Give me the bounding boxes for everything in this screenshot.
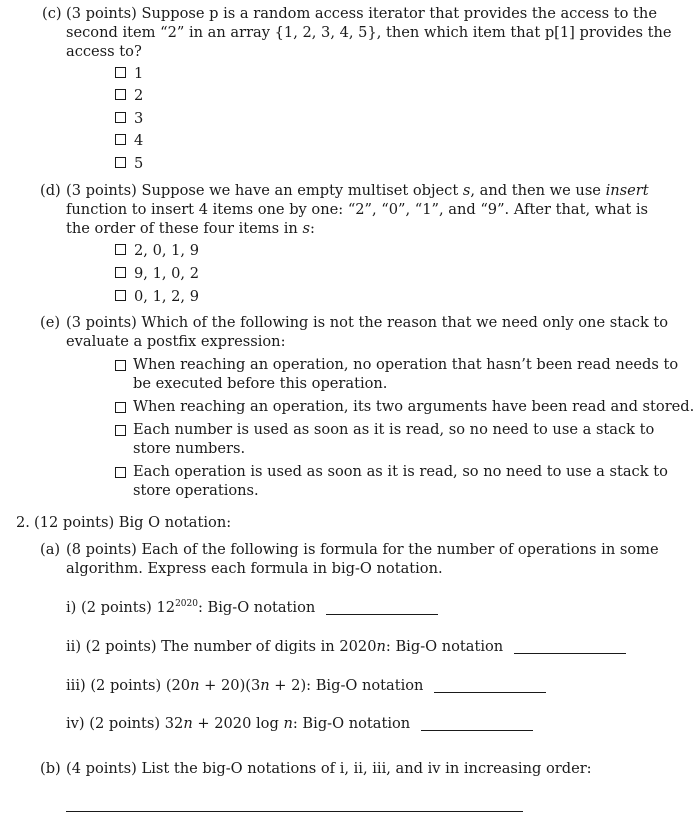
text-run: iv) (2 points) 32 — [66, 715, 184, 732]
text-run: : — [309, 220, 315, 237]
checkbox[interactable] — [115, 360, 126, 371]
checkbox[interactable] — [115, 467, 126, 478]
question-c-label: (c) — [42, 5, 62, 22]
option-label — [133, 355, 679, 393]
option-label: 4 — [134, 132, 144, 149]
question-d-text — [66, 181, 649, 238]
option-c-3[interactable] — [115, 109, 143, 128]
question-c-line: second item “2” in an array {1, 2, 3, 4, 5}, then which item that p[1] provides the — [66, 24, 672, 41]
answer-blank-ii[interactable] — [514, 652, 626, 654]
item-i — [66, 598, 438, 617]
option-label: 9, 1, 0, 2 — [134, 265, 199, 282]
checkbox[interactable] — [115, 267, 126, 278]
text-run: the order of these four items in — [66, 220, 298, 237]
item-iii — [66, 676, 546, 695]
checkbox[interactable] — [115, 244, 126, 255]
math-var: n — [183, 715, 193, 732]
checkbox[interactable] — [115, 157, 126, 168]
option-line: Each operation is used as soon as it is read, so no need to use a stack to — [133, 463, 668, 480]
checkbox[interactable] — [115, 134, 126, 145]
math-var: s — [302, 220, 310, 237]
checkbox[interactable] — [115, 89, 126, 100]
option-label: 3 — [134, 110, 144, 127]
question-d-line — [66, 181, 649, 200]
math-var: n — [260, 677, 270, 694]
question-e-line: evaluate a postfix expression: — [66, 333, 286, 350]
text-run: : Big-O notation — [385, 638, 504, 655]
option-c-5[interactable] — [115, 154, 143, 173]
checkbox[interactable] — [115, 290, 126, 301]
option-d-2[interactable] — [115, 264, 199, 283]
question-c-line: (3 points) Suppose p is a random access iterator that provides the access to the — [66, 5, 657, 22]
question-d-label: (d) — [40, 182, 61, 199]
question-2a-line: algorithm. Express each formula in big-O notation. — [66, 560, 443, 577]
answer-blank-i[interactable] — [326, 613, 438, 615]
option-label: 0, 1, 2, 9 — [134, 288, 199, 305]
question-d-line: function to insert 4 items one by one: “2”, “0”, “1”, and “9”. After that, what is — [66, 201, 648, 218]
answer-blank-2b[interactable] — [66, 811, 523, 812]
superscript: 2020 — [175, 599, 198, 609]
math-var: n — [283, 715, 293, 732]
text-run: , and then we use — [470, 182, 601, 199]
question-2-number: 2. — [16, 514, 30, 531]
question-e-line: (3 points) Which of the following is not the reason that we need only one stack to — [66, 314, 669, 331]
option-label — [133, 462, 668, 500]
question-2b-text: (4 points) List the big-O notations of i, ii, iii, and iv in increasing order: — [66, 760, 592, 777]
option-d-3[interactable] — [115, 287, 199, 306]
emphasis: insert — [605, 182, 649, 199]
checkbox[interactable] — [115, 67, 126, 78]
checkbox[interactable] — [115, 425, 126, 436]
option-label — [133, 397, 694, 416]
option-line: store numbers. — [133, 440, 246, 457]
question-c-line: access to? — [66, 43, 142, 60]
option-c-2[interactable] — [115, 86, 143, 105]
option-line: be executed before this operation. — [133, 375, 388, 392]
answer-blank-iii[interactable] — [434, 691, 546, 693]
math-var: n — [376, 638, 386, 655]
option-label: 5 — [134, 155, 144, 172]
item-ii — [66, 637, 626, 656]
option-line: When reaching an operation, its two arguments have been read and stored. — [133, 398, 694, 415]
question-c-text — [66, 4, 672, 61]
question-2a-line: (8 points) Each of the following is formula for the number of operations in some — [66, 541, 659, 558]
question-2a-label: (a) — [40, 541, 61, 558]
option-d-1[interactable] — [115, 241, 199, 260]
question-2b-label: (b) — [40, 760, 61, 777]
checkbox[interactable] — [115, 112, 126, 123]
text-run: + 20)(3 — [199, 677, 261, 694]
text-run: iii) (2 points) (20 — [66, 677, 191, 694]
text-run: ii) (2 points) The number of digits in 2020 — [66, 638, 377, 655]
math-var: s — [462, 182, 471, 199]
option-c-1[interactable] — [115, 64, 143, 83]
option-line: When reaching an operation, no operation that hasn’t been read needs to — [133, 356, 679, 373]
question-d-line — [66, 219, 629, 238]
question-2a-text — [66, 540, 659, 578]
text-run: i) (2 points) 12 — [66, 599, 176, 616]
option-label — [133, 420, 655, 458]
question-e-text — [66, 313, 669, 351]
checkbox[interactable] — [115, 402, 126, 413]
math-var: n — [190, 677, 200, 694]
option-line: Each number is used as soon as it is read, so no need to use a stack to — [133, 421, 655, 438]
text-run: + 2): Big-O notation — [269, 677, 424, 694]
text-run: (3 points) Suppose we have an empty multiset object — [66, 182, 459, 199]
option-label: 2 — [134, 87, 144, 104]
text-run: : Big-O notation — [197, 599, 316, 616]
text-run: + 2020 log — [192, 715, 284, 732]
option-label: 2, 0, 1, 9 — [134, 242, 199, 259]
option-label: 1 — [134, 65, 144, 82]
option-c-4[interactable] — [115, 131, 143, 150]
item-iv — [66, 714, 533, 733]
answer-blank-iv[interactable] — [421, 729, 533, 731]
question-e-label: (e) — [40, 314, 61, 331]
question-2-title: (12 points) Big O notation: — [34, 514, 232, 531]
option-line: store operations. — [133, 482, 259, 499]
text-run: : Big-O notation — [292, 715, 411, 732]
